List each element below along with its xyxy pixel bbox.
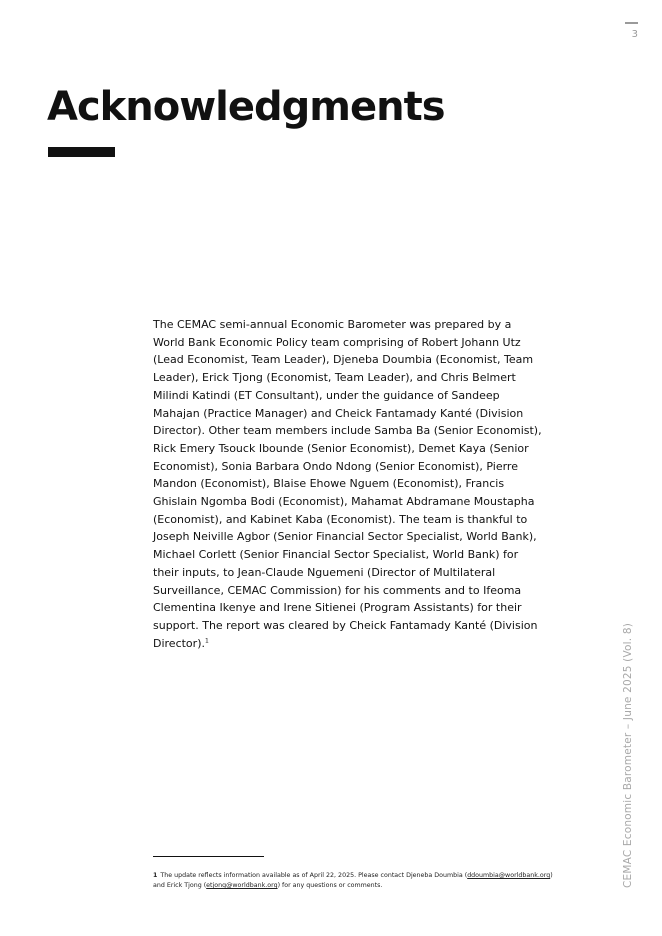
page-number: 3 [631,29,638,40]
acknowledgments-text: The CEMAC semi-annual Economic Barometer was prepared by a World Bank Economic Policy team comprising of Robert Johann Utz (Lead Economist, Team Leader), Djeneba Doumbia (Economist, Team Leader), Erick Tjong (Economist, Team Leader), and Chris Belmert Milindi Katindi (ET Consultant), under the guidance of Sandeep Mahajan (Practice Manager) and Cheick Fantamady Kanté (Division Director). Other team members include Samba Ba (Senior Economist), Rick Emery Tsouck Ibounde (Senior Economist), Demet Kaya (Senior Economist), Sonia Barbara Ondo Ndong (Senior Economist), Pierre Mandon (Economist), Blaise Ehowe Nguem (Economist), Francis Ghislain Ngomba Bodi (Economist), Mahamat Abdramane Moustapha (Economist), and Kabinet Kaba (Economist). The team is thankful to Joseph Neiville Agbor (Senior Financial Sector Specialist, World Bank), Michael Corlett (Senior Financial Sector Specialist, World Bank) for their inputs, to Jean-Claude Nguemeni (Director of Multilateral Surveillance, CEMAC Commission) for his comments and to Ifeoma Clementina Ikenye and Irene Sitienei (Program Assistants) for their support. The report was cleared by Cheick Fantamady Kanté (Division Director). [153,318,542,650]
page-title: Acknowledgments [47,84,445,130]
email-link-ddoumbia[interactable]: ddoumbia@worldbank.org [467,872,551,879]
footnote-text-2: ) and Erick Tjong ( [153,872,553,889]
footnote-text-3: ) for any questions or comments. [277,882,383,889]
title-underline-bar [48,147,115,157]
acknowledgments-paragraph [153,316,545,652]
footnote-text-1: The update reflects information available as of April 22, 2025. Please contact Djeneba Doumbia ( [160,872,468,879]
footnote-reference[interactable]: 1 [204,637,209,644]
footnote-number: 1 [153,872,158,879]
publication-sidebar-label: CEMAC Economic Barometer – June 2025 (Vol. 8) [622,622,634,888]
email-link-etjong[interactable]: etjong@worldbank.org [206,882,278,889]
page-number-rule [625,22,638,24]
footnote [153,871,563,891]
footnote-separator [153,856,264,857]
